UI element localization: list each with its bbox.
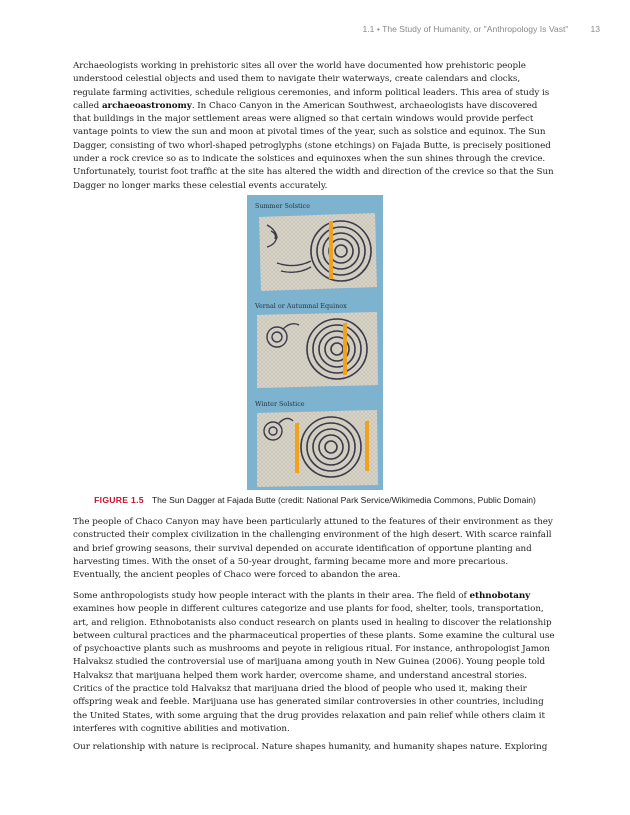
paragraph-nature-reciprocal: Our relationship with nature is reciprocal. Nature shapes humanity, and humanity shapes nature. Exploring xyxy=(73,742,548,752)
sun-dagger-light-winter-left xyxy=(295,423,299,473)
running-header xyxy=(363,24,600,34)
panel-summer-solstice xyxy=(255,202,377,291)
panel-label-winter: Winter Solstice xyxy=(255,400,305,408)
sun-dagger-figure xyxy=(247,195,383,490)
sun-dagger-illustration xyxy=(247,195,383,490)
figure-label: FIGURE 1.5 xyxy=(94,495,144,505)
key-term-ethnobotany: ethnobotany xyxy=(469,591,531,601)
sun-dagger-light-summer xyxy=(329,221,333,279)
sun-dagger-light-winter-right xyxy=(365,421,369,471)
figure-caption xyxy=(0,495,630,505)
running-title: 1.1 • The Study of Humanity, or "Anthropology Is Vast" xyxy=(362,24,569,34)
paragraph-ethnobotany: Some anthropologists study how people interact with the plants in their area. The field of ethnobotany examines how people in different cultures categorize and use plants for food, shelter, tools, transportation, art, and religion. Ethnobotanists also conduct research on plants used in healing to discover the relationship between cultural practices and the pharmaceutical properties of these plants. Some examine the cultural use of psychoactive plants such as mushrooms and peyote in religious ritual. For instance, anthropologist Jamon Halvaksz studied the controversial use of marijuana among youth in New Guinea (2006). Young people told Halvaksz that marijuana helped them work harder, overcome shame, and understand ancestral stories. Critics of the practice told Halvaksz that marijuana dried the blood of people who used it, making their offspring weak and feeble. Marijuana use has generated similar controversies in other countries, including the United States, with some arguing that the drug provides relaxation and pain relief while others claim it interferes with cognitive abilities and motivation. xyxy=(73,591,555,734)
paragraph-archaeoastronomy: Archaeologists working in prehistoric sites all over the world have documented how prehistoric people understood celestial objects and used them to navigate their waterways, create calendars and clocks, regulate farming activities, schedule religious ceremonies, and inform political leaders. This area of study is called archaeoastronomy. In Chaco Canyon in the American Southwest, archaeologists have discovered that buildings in the major settlement areas were aligned so that certain windows would provide perfect vantage points to view the sun and moon at pivotal times of the year, such as solstice and equinox. The Sun Dagger, consisting of two whorl-shaped petroglyphs (stone etchings) on Fajada Butte, is precisely positioned under a rock crevice so as to indicate the solstices and equinoxes when the sun shines through the crevice. Unfortunately, tourist foot traffic at the site has altered the width and direction of the crevice so that the Sun Dagger no longer marks these celestial events accurately. xyxy=(73,61,554,191)
sun-dagger-light-equinox xyxy=(343,323,347,375)
panel-equinox xyxy=(254,302,378,388)
panel-winter-solstice xyxy=(255,400,378,487)
paragraph-chaco-canyon: The people of Chaco Canyon may have been particularly attuned to the features of their environment as they constructed their complex civilization in the challenging environment of the high desert. With scarce rainfall and brief growing seasons, their survival depended on accurate identification of opportune planting and harvesting times. With the onset of a 50-year drought, farming became more and more precarious. Eventually, the ancient peoples of Chaco were forced to abandon the area. xyxy=(73,517,553,581)
panel-label-equinox: Vernal or Autumnal Equinox xyxy=(255,302,347,310)
page-number: 13 xyxy=(590,24,600,34)
figure-caption-text: The Sun Dagger at Fajada Butte (credit: National Park Service/Wikimedia Commons, Public Domain) xyxy=(151,495,536,505)
key-term-archaeoastronomy: archaeoastronomy xyxy=(101,100,192,111)
panel-label-summer: Summer Solstice xyxy=(255,202,311,210)
